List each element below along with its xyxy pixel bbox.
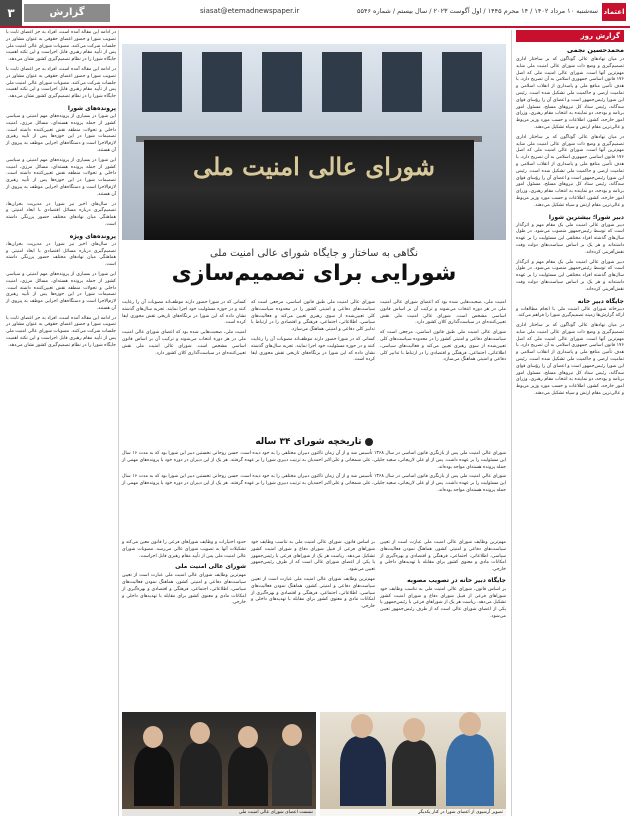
history-text: شورای عالی امنیت ملی پس از بازنگری قانون اساسی در سال ۱۳۶۸ تأسیس شد و از آن زمان تاکنون دبیران مختلفی را به خود دیده است. حسن روحانی نخستین دبیر این شورا بود که به مدت ۱۶ سال این مسئولیت را بر عهده داشت. پس از او علی لاریجانی، سعید جلیلی، علی شمخانی و علی‌اکبر احمدیان به ترتیب دبیری شورا را بر عهده گرفتند. هر یک از این دبیران در دوره خود با پرونده‌های مهمی از جمله پرونده هسته‌ای مواجه بوده‌اند. bbox=[122, 474, 506, 493]
headline-overline: نگاهی به ساختار و جایگاه شورای عالی امنیت ملی bbox=[209, 248, 419, 259]
person-head bbox=[403, 718, 425, 742]
bullet-icon bbox=[365, 438, 373, 446]
article-text: مهم‌ترین وظایف شورای عالی امنیت ملی عبارت است از تعیین سیاست‌های دفاعی و امنیتی کشور، هماهنگ نمودن فعالیت‌های سیاسی، اطلاعاتی، اجتماعی، فرهنگی و اقتصادی و بهره‌گیری از امکانات مادی و معنوی کشور برای مقابله با تهدیدهای داخلی و خارجی. bbox=[122, 573, 246, 606]
headline-block bbox=[122, 248, 506, 286]
history-title-text: تاریخچه شورای ۳۴ ساله bbox=[255, 437, 362, 447]
subheading: پرونده‌های ویژه bbox=[69, 232, 116, 240]
history-text: شورای عالی امنیت ملی پس از بازنگری قانون اساسی در سال ۱۳۶۸ تأسیس شد و از آن زمان تاکنون دبیران مختلفی را به خود دیده است. حسن روحانی نخستین دبیر این شورا بود که به مدت ۱۶ سال این مسئولیت را بر عهده داشت. پس از او علی لاریجانی، سعید جلیلی، علی شمخانی و علی‌اکبر احمدیان به ترتیب دبیری شورا را بر عهده گرفتند. هر یک از این دبیران در دوره خود با پرونده‌های مهمی از جمله پرونده هسته‌ای مواجه بوده‌اند. bbox=[122, 451, 506, 470]
person-head bbox=[190, 722, 210, 744]
article-text: این شورا در بسیاری از پرونده‌های مهم امنیتی و سیاسی کشور از جمله پرونده هسته‌ای، مسائل مرزی، امنیت داخلی و تحولات منطقه نقش تعیین‌کننده داشته است. تصمیمات شورا در این حوزه‌ها پس از تأیید رهبری لازم‌الاجرا است و دستگاه‌های اجرایی موظف به پیروی از آن هستند. bbox=[6, 271, 116, 311]
site-email[interactable]: siasat@etemadnewspaper.ir bbox=[200, 7, 300, 15]
article-text: کسانی که در شورا حضور دارند موظف‌اند مصوبات آن را رعایت کنند و در حوزه مسئولیت خود اجرا نمایند. تجربه سال‌های گذشته نشان داده که این شورا در بزنگاه‌های تاریخی نقش محوری ایفا کرده است. bbox=[122, 300, 246, 326]
article-column bbox=[380, 300, 506, 364]
article-text: امنیت ملی، صحبت‌هایی شده بود که اعضای شورای عالی امنیت ملی در هر دوره انتخاب می‌شوند و ترکیب آن بر اساس قانون اساسی مشخص است. شورای عالی امنیت ملی نقش تعیین‌کننده‌ای در سیاست‌گذاری کلان کشور دارد. bbox=[380, 300, 506, 326]
building-window bbox=[382, 52, 422, 112]
person-figure bbox=[228, 746, 268, 806]
page-header bbox=[0, 0, 630, 28]
newspaper-logo: اعتماد bbox=[602, 3, 626, 21]
article-text: در ادامه این مقاله آمده است، افراد به جز اعضای ثابت با تصویب شورا و حضور اعضای حقوقی به عنوان مشاور در جلسات شرکت می‌کنند. مصوبات شورای عالی امنیت ملی پس از تأیید مقام رهبری قابل اجراست و این نکته اهمیت جایگاه شورا را در نظام تصمیم‌گیری کشور نشان می‌دهد. bbox=[6, 315, 116, 348]
building-window bbox=[322, 52, 362, 112]
column-divider bbox=[118, 30, 119, 816]
subheading: جایگاه دبیر خانه bbox=[577, 297, 624, 305]
article-text: این شورا در بسیاری از پرونده‌های مهم امنیتی و سیاسی کشور از جمله پرونده هسته‌ای، مسائل مرزی، امنیت داخلی و تحولات منطقه نقش تعیین‌کننده داشته است. تصمیمات شورا در این حوزه‌ها پس از تأیید رهبری لازم‌الاجرا است و دستگاه‌های اجرایی موظف به پیروی از آن هستند. bbox=[6, 113, 116, 153]
history-box bbox=[122, 435, 506, 495]
article-text: بر اساس قانون، شورای عالی امنیت ملی به تناسب وظایف خود شوراهای فرعی از قبیل شورای دفاع و شورای امنیت کشور تشکیل می‌دهد. ریاست هر یک از شوراهای فرعی با رئیس‌جمهور یا یکی از اعضای شورای عالی است که از طرف رئیس‌جمهور تعیین می‌شود. bbox=[380, 586, 506, 619]
building-window bbox=[442, 52, 482, 112]
subheading: شورای عالی امنیت ملی bbox=[175, 563, 246, 571]
article-text: حدود اختیارات و وظایف شوراهای فرعی را قانون معین می‌کند و تشکیلات آنها به تصویب شورای عالی می‌رسد. مصوبات شورای عالی امنیت ملی پس از تأیید مقام رهبری قابل اجراست. bbox=[122, 540, 246, 559]
dateline: سه‌شنبه ۱۰ مرداد ۱۴۰۲ / ۱۴ محرم ۱۴۴۵ / اول آگوست ۲۰۲۳ / سال بیستم / شماره ۵۵۴۶ bbox=[357, 7, 598, 15]
article-text: در ادامه این مقاله آمده است، افراد به جز اعضای ثابت با تصویب شورا و حضور اعضای حقوقی به عنوان مشاور در جلسات شرکت می‌کنند. مصوبات شورای عالی امنیت ملی پس از تأیید مقام رهبری قابل اجراست و این نکته اهمیت جایگاه شورا را در نظام تصمیم‌گیری کشور نشان می‌دهد. bbox=[6, 66, 116, 100]
article-text: در سال‌های اخیر نیز شورا در مدیریت بحران‌ها، تصمیم‌گیری درباره مسائل اقتصادی با ابعاد امنیتی و هماهنگی میان نهادهای مختلف حضور پررنگی داشته است. bbox=[6, 241, 116, 268]
article-text: در سال‌های اخیر نیز شورا در مدیریت بحران‌ها، تصمیم‌گیری درباره مسائل اقتصادی با ابعاد امنیتی و هماهنگی میان نهادهای مختلف حضور پررنگی داشته است. bbox=[6, 201, 116, 227]
article-text: این شورا در بسیاری از پرونده‌های مهم امنیتی و سیاسی کشور از جمله پرونده هسته‌ای، مسائل مرزی، امنیت داخلی و تحولات منطقه نقش تعیین‌کننده داشته است. تصمیمات شورا در این حوزه‌ها پس از تأیید رهبری لازم‌الاجرا است و دستگاه‌های اجرایی موظف به پیروی از آن هستند. bbox=[6, 157, 116, 197]
article-text: مهم‌ترین وظایف شورای عالی امنیت ملی عبارت است از تعیین سیاست‌های دفاعی و امنیتی کشور، هماهنگ نمودن فعالیت‌های سیاسی، اطلاعاتی، اجتماعی، فرهنگی و اقتصادی و بهره‌گیری از امکانات مادی و معنوی کشور برای مقابله با تهدیدهای داخلی و خارجی. bbox=[251, 576, 375, 610]
subheading: پرونده‌های شورا bbox=[67, 104, 116, 112]
building-window bbox=[262, 52, 302, 112]
article-column bbox=[251, 540, 375, 611]
article-column bbox=[251, 300, 375, 364]
article-text: در ادامه این مقاله آمده است، افراد به جز اعضای ثابت با تصویب شورا و حضور اعضای حقوقی به عنوان مشاور در جلسات شرکت می‌کنند. مصوبات شورای عالی امنیت ملی پس از تأیید مقام رهبری قابل اجراست و این نکته اهمیت جایگاه شورا را در نظام تصمیم‌گیری کشور نشان می‌دهد. bbox=[6, 30, 116, 63]
person-head bbox=[459, 712, 481, 736]
left-column bbox=[6, 30, 116, 350]
subheading: جایگاه دبیر خانه در تصویب مصوبه bbox=[407, 576, 506, 584]
person-figure bbox=[392, 740, 436, 806]
hero-photo bbox=[122, 44, 506, 240]
article-text: مهم‌ترین وظایف شورای عالی امنیت ملی عبارت است از تعیین سیاست‌های دفاعی و امنیتی کشور، هماهنگ نمودن فعالیت‌های سیاسی، اطلاعاتی، اجتماعی، فرهنگی و اقتصادی و بهره‌گیری از امکانات مادی و معنوی کشور برای مقابله با تهدیدهای داخلی و خارجی. bbox=[380, 540, 506, 573]
person-figure bbox=[134, 746, 174, 806]
article-column bbox=[122, 540, 246, 607]
person-head bbox=[282, 724, 302, 746]
person-head bbox=[351, 714, 373, 738]
column-divider bbox=[511, 30, 512, 816]
article-text: شورای عالی امنیت ملی طبق قانون اساسی، مرجعی است که سیاست‌های دفاعی و امنیتی کشور را در محدوده سیاست‌های کلی تعیین‌شده از سوی رهبری تعیین می‌کند و فعالیت‌های سیاسی، اطلاعاتی، اجتماعی، فرهنگی و اقتصادی را در ارتباط با تدابیر کلی دفاعی و امنیتی هماهنگ می‌سازد. bbox=[251, 300, 375, 333]
article-column bbox=[122, 300, 246, 357]
building-window bbox=[142, 52, 182, 112]
building-sign: شورای عالی امنیت ملی bbox=[193, 152, 435, 181]
byline: محمدحسین نجمی bbox=[567, 46, 624, 54]
article-text: در میان نهادهای عالی گوناگون که بر ساختار اداری تصمیم‌گیری و وضع ذات شورای عالی امنیت ملی شاید مهم‌ترین آنها است. شورای عالی امنیت ملی که اصل ۱۷۶ قانون اساسی جمهوری اسلامی به آن تصریح دارد، با هدف تأمین منافع ملی و پاسداری از انقلاب اسلامی و تمامیت ارضی و حاکمیت ملی تشکیل شده است. رئیس این شورا رئیس‌جمهور است و اعضای آن را رؤسای قوای سه‌گانه، رئیس ستاد کل نیروهای مسلح، مسئول امور برنامه و بودجه، دو نماینده به انتخاب مقام رهبری، وزرای امور خارجه، کشور، اطلاعات و حسب مورد وزیر مربوط و عالی‌ترین مقام ارتش و سپاه تشکیل می‌دهند. bbox=[516, 57, 624, 130]
building-window bbox=[202, 52, 242, 112]
article-text: در میان نهادهای عالی گوناگون که بر ساختار اداری تصمیم‌گیری و وضع ذات شورای عالی امنیت ملی شاید مهم‌ترین آنها است. شورای عالی امنیت ملی که اصل ۱۷۶ قانون اساسی جمهوری اسلامی به آن تصریح دارد، با هدف تأمین منافع ملی و پاسداری از انقلاب اسلامی و تمامیت ارضی و حاکمیت ملی تشکیل شده است. رئیس این شورا رئیس‌جمهور است و اعضای آن را رؤسای قوای سه‌گانه، رئیس ستاد کل نیروهای مسلح، مسئول امور برنامه و بودجه، دو نماینده به انتخاب مقام رهبری، وزرای امور خارجه، کشور، اطلاعات و حسب مورد وزیر مربوط و عالی‌ترین مقام ارتش و سپاه تشکیل می‌دهند. bbox=[516, 323, 624, 397]
article-text: دبیر شورای عالی امنیت ملی یک مقام مهم و اثرگذار است که توسط رئیس‌جمهور منصوب می‌شود. در طول سال‌های گذشته افراد مختلفی این مسئولیت را بر عهده داشته‌اند و هر یک بر اساس سیاست‌های دولت وقت نقش‌آفرینی کرده‌اند. bbox=[516, 259, 624, 292]
person-head bbox=[238, 726, 258, 748]
page-number: ۳ bbox=[0, 0, 22, 26]
article-text: دبیرخانه شورای عالی امنیت ملی با انجام مطالعات و ارائه گزارش‌ها زمینه تصمیم‌گیری شورا را فراهم می‌کند. bbox=[516, 306, 624, 319]
bottom-photo-left bbox=[122, 712, 316, 816]
article-text: شورای عالی امنیت ملی طبق قانون اساسی، مرجعی است که سیاست‌های دفاعی و امنیتی کشور را در محدوده سیاست‌های کلی تعیین‌شده از سوی رهبری تعیین می‌کند و فعالیت‌های سیاسی، اطلاعاتی، اجتماعی، فرهنگی و اقتصادی را در ارتباط با تدابیر کلی دفاعی و امنیتی هماهنگ می‌سازد. bbox=[380, 330, 506, 363]
person-head bbox=[143, 726, 163, 748]
person-figure bbox=[446, 734, 494, 806]
headline-title: شورایی برای تصمیم‌سازی bbox=[171, 261, 457, 286]
person-figure bbox=[340, 736, 386, 806]
section-label: گزارش bbox=[24, 4, 110, 22]
article-text: امنیت ملی، صحبت‌هایی شده بود که اعضای شورای عالی امنیت ملی در هر دوره انتخاب می‌شوند و ترکیب آن بر اساس قانون اساسی مشخص است. شورای عالی امنیت ملی نقش تعیین‌کننده‌ای در سیاست‌گذاری کلان کشور دارد. bbox=[122, 330, 246, 356]
history-title bbox=[122, 437, 506, 447]
article-text: دبیر شورای عالی امنیت ملی یک مقام مهم و اثرگذار است که توسط رئیس‌جمهور منصوب می‌شود. در طول سال‌های گذشته افراد مختلفی این مسئولیت را بر عهده داشته‌اند و هر یک بر اساس سیاست‌های دولت وقت نقش‌آفرینی کرده‌اند. bbox=[516, 222, 624, 255]
bottom-photo-right bbox=[320, 712, 506, 816]
article-text: کسانی که در شورا حضور دارند موظف‌اند مصوبات آن را رعایت کنند و در حوزه مسئولیت خود اجرا نمایند. تجربه سال‌های گذشته نشان داده که این شورا در بزنگاه‌های تاریخی نقش محوری ایفا کرده است. bbox=[251, 336, 375, 363]
subheading: دبیر شورا؛ بیشترین شورا bbox=[548, 213, 624, 221]
person-figure bbox=[272, 744, 312, 806]
article-column bbox=[380, 540, 506, 621]
article-text: بر اساس قانون، شورای عالی امنیت ملی به تناسب وظایف خود شوراهای فرعی از قبیل شورای دفاع و شورای امنیت کشور تشکیل می‌دهد. ریاست هر یک از شوراهای فرعی با رئیس‌جمهور یا یکی از اعضای شورای عالی است که از طرف رئیس‌جمهور تعیین می‌شود. bbox=[251, 540, 375, 573]
photo-caption: تصویر آرشیوی از اعضای شورا در کنار یکدیگر bbox=[320, 809, 506, 816]
kicker-label: گزارش روز bbox=[516, 30, 624, 42]
right-column bbox=[516, 30, 624, 398]
photo-caption: نشست اعضای شورای عالی امنیت ملی bbox=[122, 809, 316, 816]
article-text: در میان نهادهای عالی گوناگون که بر ساختار اداری تصمیم‌گیری و وضع ذات شورای عالی امنیت ملی شاید مهم‌ترین آنها است. شورای عالی امنیت ملی که اصل ۱۷۶ قانون اساسی جمهوری اسلامی به آن تصریح دارد، با هدف تأمین منافع ملی و پاسداری از انقلاب اسلامی و تمامیت ارضی و حاکمیت ملی تشکیل شده است. رئیس این شورا رئیس‌جمهور است و اعضای آن را رؤسای قوای سه‌گانه، رئیس ستاد کل نیروهای مسلح، مسئول امور برنامه و بودجه، دو نماینده به انتخاب مقام رهبری، وزرای امور خارجه، کشور، اطلاعات و حسب مورد وزیر مربوط و عالی‌ترین مقام ارتش و سپاه تشکیل می‌دهند. bbox=[516, 134, 624, 208]
person-figure bbox=[180, 742, 222, 806]
